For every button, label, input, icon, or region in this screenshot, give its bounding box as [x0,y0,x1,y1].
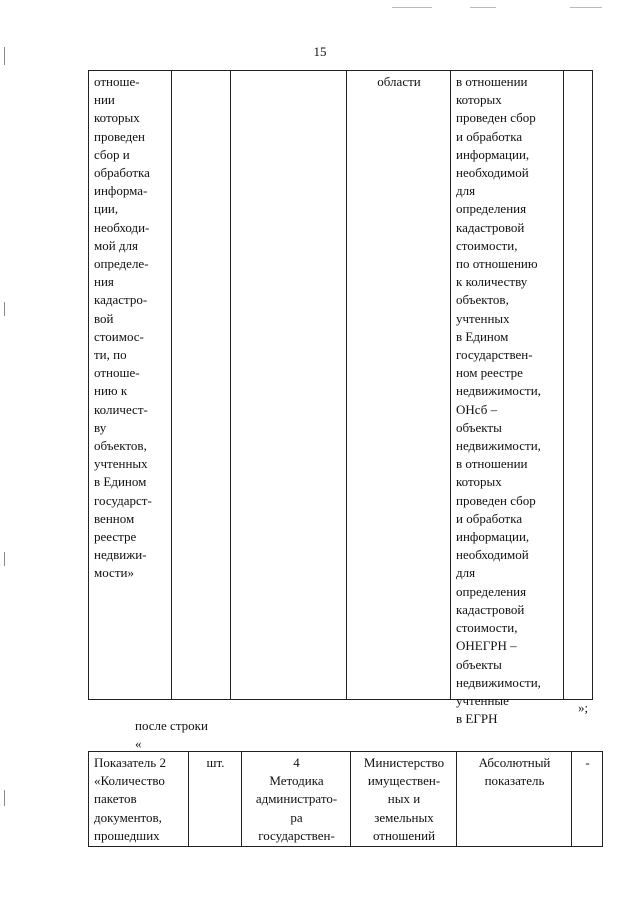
formula-description-cell: в отношении которых проведен сбор и обработка информации, необходимой для определения кадастровой стоимости, по отношению к количеству объектов, учтенных в Едином государствен- ном реестре недвижимости, ОНсб – объекты недвижимости, в отношении которых проведен сбор и обработка информации, необходимой для определения кадастровой стоимости, ОНЕГРН – объекты недвижимости, учтенные в ЕГРН [456,74,541,727]
table-border-bottom [88,846,603,847]
methodology-cell: 4 Методика администрато- ра государствен- [255,755,338,843]
instruction-text [135,717,208,753]
table-border-right [602,751,603,847]
responsible-cell: области [377,74,421,89]
instruction-line: после строки [135,718,208,733]
column-divider [171,70,172,700]
scan-mark [392,7,432,8]
responsible-cell: Министерство имуществен- ных и земельных отношений [363,755,445,843]
margin-mark [4,790,5,806]
indicator-name-cell: отноше- нии которых проведен сбор и обработка информа- ции, необходи- мой для определе- ния кадастро- вой стоимос- ти, по отноше- нию к количест- ву объектов, учтенных в Едином государст- венном реестре недвижи- мости» [94,74,152,581]
table-border-right [592,70,593,700]
indicator-name-cell: Показатель 2 «Количество пакетов документов, прошедших [94,755,166,843]
extra-cell: - [585,755,590,770]
closing-quote-mark: »; [578,700,589,715]
scan-mark [570,7,602,8]
margin-mark [4,302,5,316]
column-divider [563,70,564,700]
page-number: 15 [313,44,327,59]
indicator-type-cell: Абсолютный показатель [478,755,551,789]
unit-cell: шт. [206,755,225,770]
scan-mark [470,7,496,8]
opening-quote-mark: « [135,736,142,752]
margin-mark [4,552,5,566]
column-divider [230,70,231,700]
column-divider [346,70,347,700]
